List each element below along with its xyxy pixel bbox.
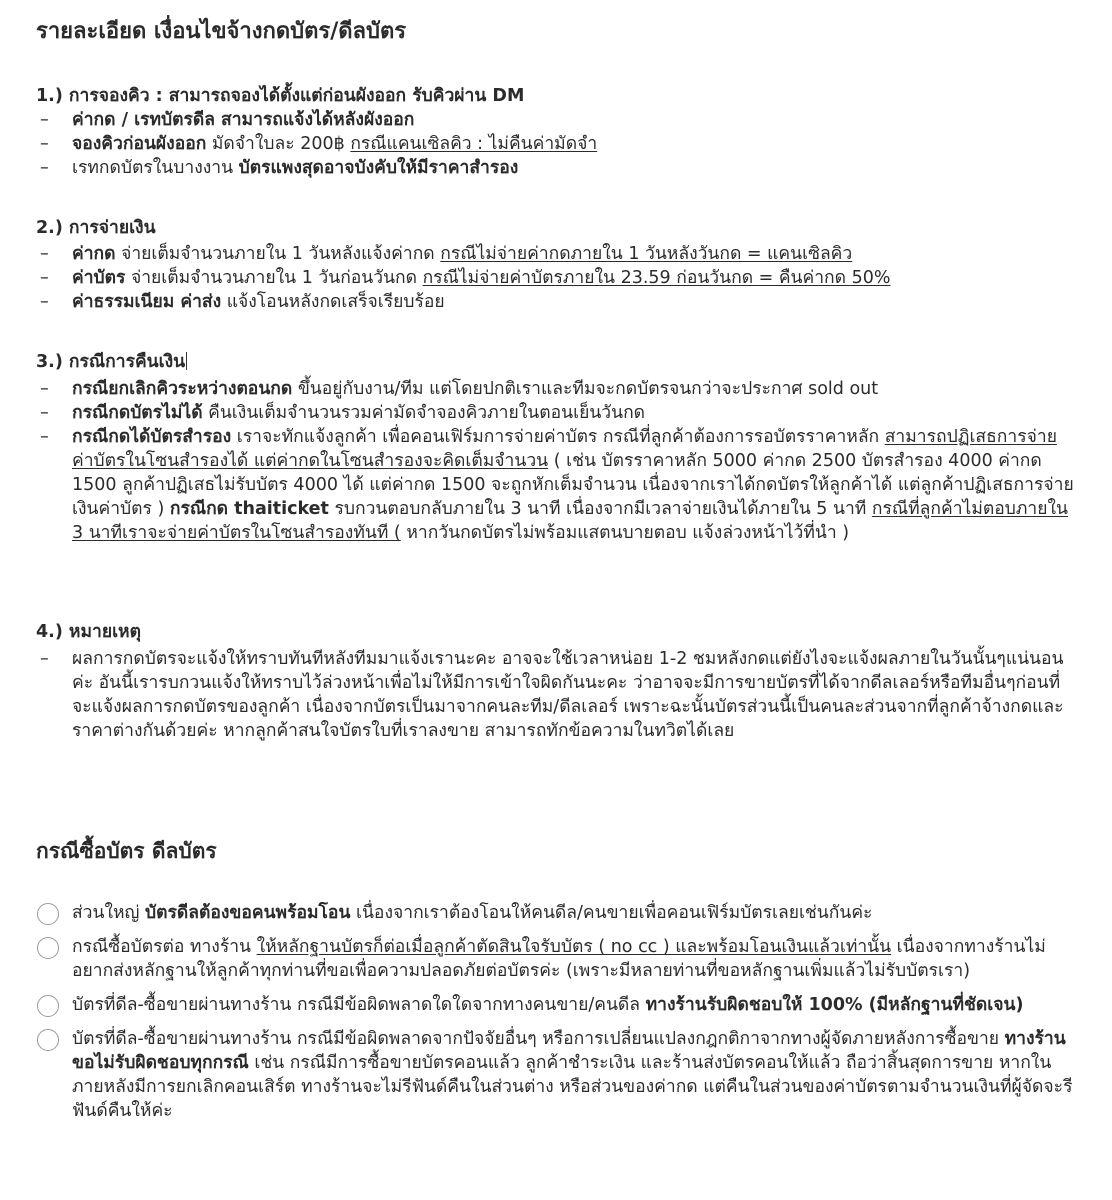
list-item: – ผลการกดบัตรจะแจ้งให้ทราบทันทีหลังทีมมาแจ้งเรานะคะ อาจจะใช้เวลาหน่อย 1-2 ชมหลังกดแต่ยังไงจะแจ้งผลภายในวันนั้นๆแน่นอนค่ะ อันนี้เรารบกวนแจ้งให้ทราบไว้ล่วงหน้าเพื่อไม่ให้มีการเข้าใจผิดกันนะคะ ว่าอาจจะมีการขายบัตรที่ได้จากดีลเลอร์หรือทีมอื่นๆก่อนที่จะแจ้งผลการกดบัตรของลูกค้า เนื่องจากบัตรเป็นมาจากคนละทีม/ดีลเลอร์ เพราะฉะนั้นบัตรส่วนนี้เป็นคนละส่วนจากที่ลูกค้าจ้างกดและราคาต่างกันด้วยค่ะ หากลูกค้าสนใจบัตรใบที่เราลงขาย สามารถทักข้อความในทวิตได้เลย <box>40 649 1064 741</box>
checklist-item: กรณีซื้อบัตรต่อ ทางร้าน ให้หลักฐานบัตรก็ต่อเมื่อลูกค้าตัดสินใจรับบัตร ( no cc ) และพร้อมโอนเงินแล้วเท่านั้น เนื่องจากทางร้านไม่อยากส่งหลักฐานให้ลูกค้าทุกท่านที่ขอเพื่อความปลอดภัยต่อบัตรค่ะ (เพราะมีหลายท่านที่ขอหลักฐานเพิ่มแล้วไม่รับบัตรเรา) <box>36 935 1076 983</box>
section-2-list <box>36 242 1076 314</box>
text-cursor <box>186 352 187 370</box>
section-3-heading: 3.) กรณีการคืนเงิน <box>36 352 186 372</box>
checkbox-circle-icon[interactable] <box>37 937 59 959</box>
list-item: – ค่ากด จ่ายเต็มจำนวนภายใน 1 วันหลังแจ้งค่ากด กรณีไม่จ่ายค่ากดภายใน 1 วันหลังวันกด = แคนเซิลคิว <box>40 244 853 264</box>
list-item: – กรณียกเลิกคิวระหว่างตอนกด ขึ้นอยู่กับงาน/ทีม แต่โดยปกติเราและทีมจะกดบัตรจนกว่าจะประกาศ sold out <box>40 379 879 399</box>
section-4-heading: 4.) หมายเหตุ <box>36 622 141 642</box>
list-item: – จองคิวก่อนผังออก มัดจำใบละ 200฿ กรณีแคนเซิลคิว : ไม่คืนค่ามัดจำ <box>40 134 598 154</box>
list-item: – กรณีกดได้บัตรสำรอง เราจะทักแจ้งลูกค้า เพื่อคอนเฟิร์มการจ่ายค่าบัตร กรณีที่ลูกค้าต้องการรอบัตรราคาหลัก สามารถปฏิเสธการจ่ายค่าบัตรในโซนสำรองได้ แต่ค่ากดในโซนสำรองจะคิดเต็มจำนวน ( เช่น บัตรราคาหลัก 5000 ค่ากด 2500 บัตรสำรอง 4000 ค่ากด 1500 ลูกค้าปฏิเสธไม่รับบัตร 4000 ได้ แต่ค่ากด 1500 จะถูกหักเต็มจำนวน เนื่องจากเราได้กดบัตรให้ลูกค้าได้ แต่ลูกค้าปฏิเสธการจ่ายเงินค่าบัตร ) กรณีกด thaiticket รบกวนตอบกลับภายใน 3 นาที เนื่องจากมีเวลาจ่ายเงินได้ภายใน 5 นาที กรณีที่ลูกค้าไม่ตอบภายใน 3 นาทีเราจะจ่ายค่าบัตรในโซนสำรองทันที ( หากวันกดบัตรไม่พร้อมแสตนบายตอบ แจ้งล่วงหน้าไว้ที่นำ ) <box>40 427 1074 543</box>
list-item: – ค่าธรรมเนียม ค่าส่ง แจ้งโอนหลังกดเสร็จเรียบร้อย <box>40 292 445 312</box>
list-item: – ค่าบัตร จ่ายเต็มจำนวนภายใน 1 วันก่อนวันกด กรณีไม่จ่ายค่าบัตรภายใน 23.59 ก่อนวันกด = คืนค่ากด 50% <box>40 268 891 288</box>
checkbox-circle-icon[interactable] <box>37 903 59 925</box>
section-4-list <box>36 647 1076 743</box>
section-2-heading: 2.) การจ่ายเงิน <box>36 218 156 238</box>
list-item: – กรณีกดบัตรไม่ได้ คืนเงินเต็มจำนวนรวมค่ามัดจำจองคิวภายในตอนเย็นวันกด <box>40 403 646 423</box>
document-title: รายละเอียด เงื่อนไขจ้างกดบัตร/ดีลบัตร <box>36 19 407 44</box>
checkbox-circle-icon[interactable] <box>37 1029 59 1051</box>
checklist-item: ส่วนใหญ่ บัตรดีลต้องขอคนพร้อมโอน เนื่องจากเราต้องโอนให้คนดีล/คนขายเพื่อคอนเฟิร์มบัตรเลยเช่นกันค่ะ <box>36 901 1076 925</box>
list-item: – เรทกดบัตรในบางงาน บัตรแพงสุดอาจบังคับให้มีราคาสำรอง <box>40 158 519 178</box>
checkbox-circle-icon[interactable] <box>37 995 59 1017</box>
buying-section-title: กรณีซื้อบัตร ดีลบัตร <box>36 839 217 863</box>
checklist-item: บัตรที่ดีล-ซื้อขายผ่านทางร้าน กรณีมีข้อผิดพลาดใดใดจากทางคนขาย/คนดีล ทางร้านรับผิดชอบให้ 100% (มีหลักฐานที่ชัดเจน) <box>36 993 1076 1017</box>
section-1-list <box>36 108 1076 180</box>
section-1-heading: 1.) การจองคิว : สามารถจองได้ตั้งแต่ก่อนผังออก รับคิวผ่าน DM <box>36 86 525 106</box>
list-item: – ค่ากด / เรทบัตรดีล สามารถแจ้งได้หลังผังออก <box>40 110 415 130</box>
checklist-item: บัตรที่ดีล-ซื้อขายผ่านทางร้าน กรณีมีข้อผิดพลาดจากปัจจัยอื่นๆ หรือการเปลี่ยนแปลงกฎกติกาจากทางผู้จัดภายหลังการซื้อขาย ทางร้านขอไม่รับผิดชอบทุกกรณี เช่น กรณีมีการซื้อขายบัตรคอนแล้ว ลูกค้าชำระเงิน และร้านส่งบัตรคอนให้แล้ว ถือว่าสิ้นสุดการขาย หากในภายหลังมีการยกเลิกคอนเสิร์ต ทางร้านจะไม่รีฟันด์คืนในส่วนต่าง หรือส่วนของค่ากด แต่คืนในส่วนของค่าบัตรตามจำนวนเงินที่ผู้จัดจะรีฟันด์คืนให้ค่ะ <box>36 1027 1076 1123</box>
section-3-list <box>36 377 1076 545</box>
buying-checklist <box>36 901 1076 1133</box>
